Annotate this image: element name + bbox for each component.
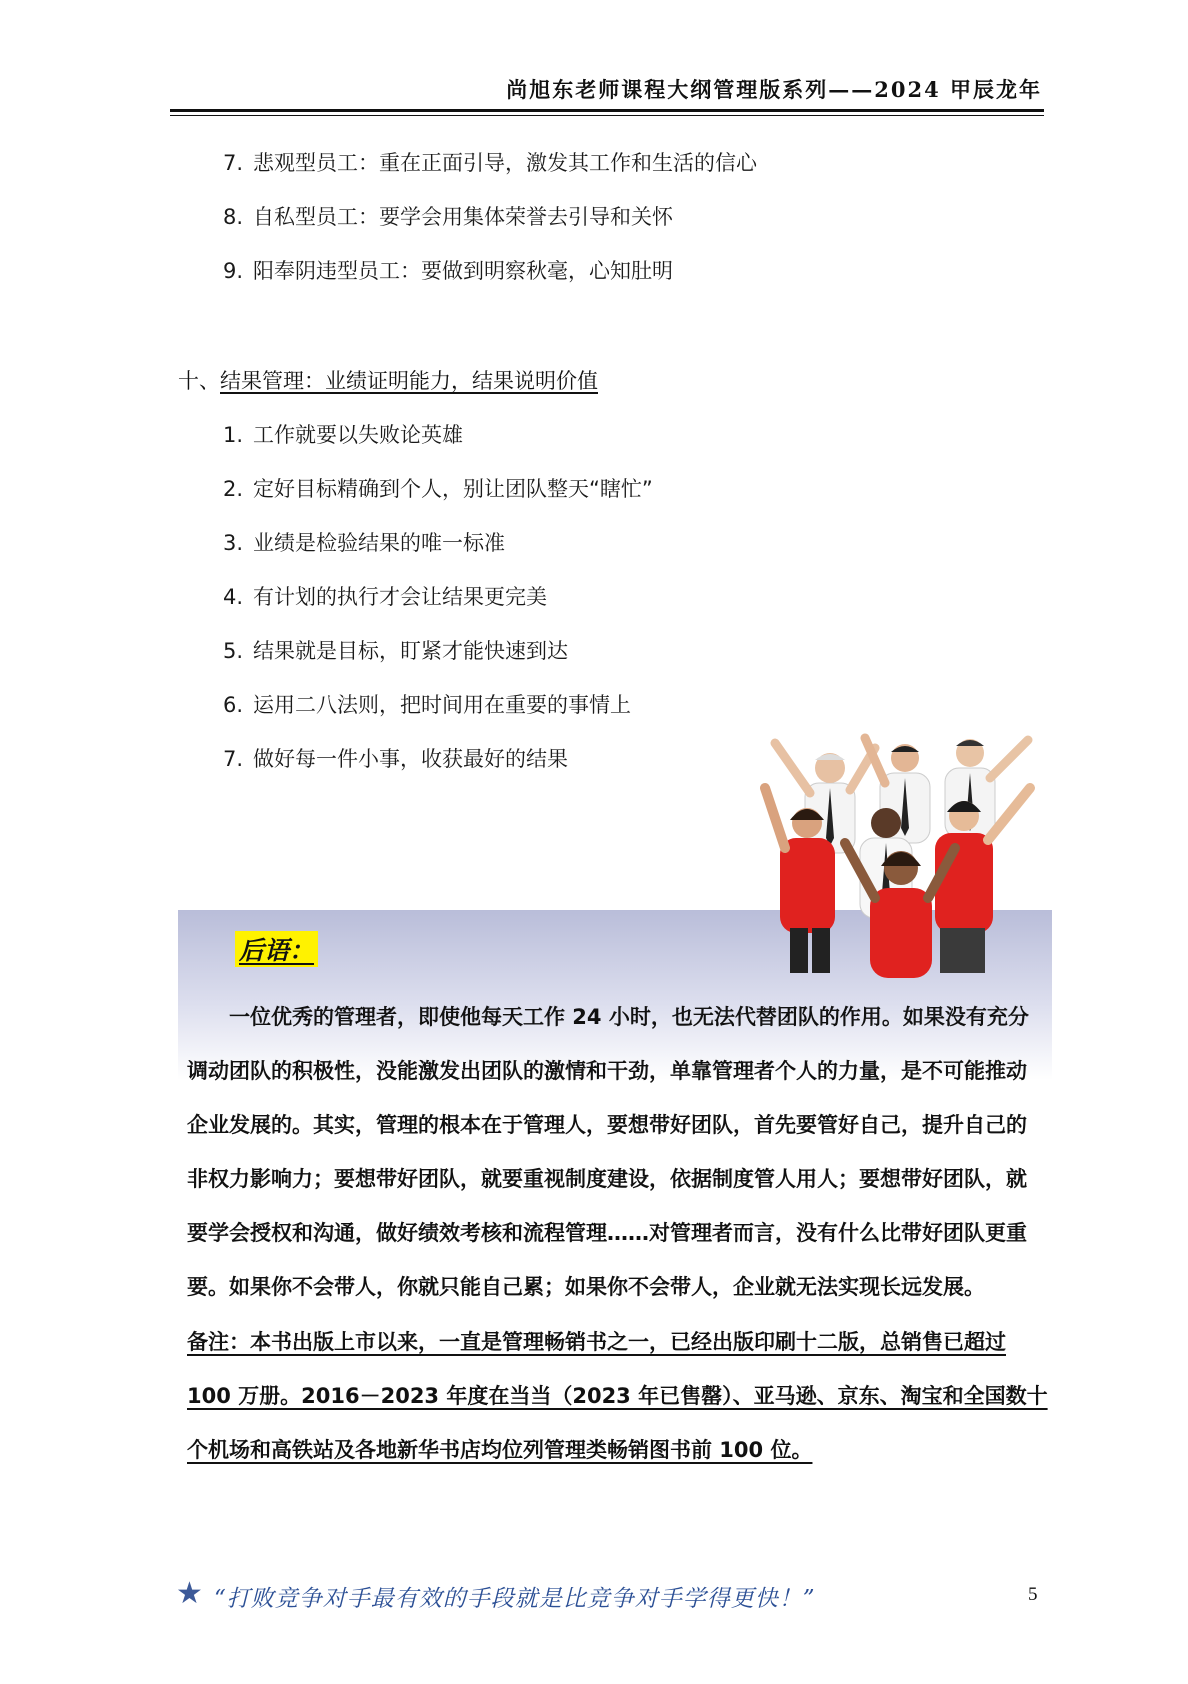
list-item	[223, 256, 673, 286]
list-item-text: 业绩是检验结果的唯一标准	[253, 531, 505, 555]
list-item-text: 工作就要以失败论英雄	[253, 423, 463, 447]
list-item-number: 9.	[223, 259, 244, 283]
list-item-number: 8.	[223, 205, 244, 229]
note-line: 100 万册。2016－2023 年度在当当（2023 年已售罄）、亚马逊、京东、淘宝和全国数十	[187, 1384, 1048, 1408]
note-line: 备注：本书出版上市以来，一直是管理畅销书之一，已经出版印刷十二版，总销售已超过	[187, 1330, 1006, 1354]
list-item	[223, 474, 653, 504]
list-item	[223, 636, 568, 666]
list-item-text: 自私型员工：要学会用集体荣誉去引导和关怀	[253, 205, 673, 229]
cheering-team-image	[760, 728, 1060, 978]
paragraph-line: 企业发展的。其实，管理的根本在于管理人，要想带好团队，首先要管好自己，提升自己的	[187, 1113, 1027, 1137]
list-item-number: 1.	[223, 423, 244, 447]
list-item-number: 7.	[223, 151, 244, 175]
list-item-text: 阳奉阴违型员工：要做到明察秋毫，心知肚明	[253, 259, 673, 283]
book-note	[187, 1315, 1048, 1477]
list-item	[223, 690, 631, 720]
list-item-text: 有计划的执行才会让结果更完美	[253, 585, 547, 609]
paragraph-line: 调动团队的积极性，没能激发出团队的激情和干劲，单靠管理者个人的力量，是不可能推动	[187, 1059, 1027, 1083]
list-item-number: 7.	[223, 747, 244, 771]
star-icon: ★	[176, 1576, 203, 1611]
epilogue-title: 后语：	[235, 931, 318, 967]
section-heading	[178, 366, 598, 396]
paragraph-line: 要。如果你不会带人，你就只能自己累；如果你不会带人，企业就无法实现长远发展。	[187, 1275, 985, 1299]
header-rule-thin	[170, 115, 1044, 116]
list-item-text: 悲观型员工：重在正面引导，激发其工作和生活的信心	[253, 151, 757, 175]
list-item-number: 6.	[223, 693, 244, 717]
footer-quote: “打败竞争对手最有效的手段就是比竞争对手学得更快！”	[214, 1586, 816, 1612]
page-header-title: 尚旭东老师课程大纲管理版系列——2024 甲辰龙年	[506, 77, 1042, 102]
list-item-text: 结果就是目标，盯紧才能快速到达	[253, 639, 568, 663]
note-line: 个机场和高铁站及各地新华书店均位列管理类畅销图书前 100 位。	[187, 1438, 813, 1462]
section-heading-prefix: 十、	[178, 369, 220, 393]
paragraph-line: 一位优秀的管理者，即使他每天工作 24 小时，也无法代替团队的作用。如果没有充分	[187, 1005, 1029, 1029]
list-item-text: 做好每一件小事，收获最好的结果	[253, 747, 568, 771]
list-item-text: 定好目标精确到个人，别让团队整天“瞎忙”	[253, 477, 653, 501]
epilogue-paragraph	[187, 990, 1037, 1314]
list-item-number: 2.	[223, 477, 244, 501]
list-item	[223, 744, 568, 774]
list-item-number: 5.	[223, 639, 244, 663]
paragraph-line: 要学会授权和沟通，做好绩效考核和流程管理……对管理者而言，没有什么比带好团队更重	[187, 1221, 1027, 1245]
list-item	[223, 528, 505, 558]
list-item-text: 运用二八法则，把时间用在重要的事情上	[253, 693, 631, 717]
section-heading-title: 结果管理：业绩证明能力，结果说明价值	[220, 369, 598, 393]
paragraph-line: 非权力影响力；要想带好团队，就要重视制度建设，依据制度管人用人；要想带好团队，就	[187, 1167, 1027, 1191]
list-item	[223, 420, 463, 450]
list-item	[223, 202, 673, 232]
list-item-number: 3.	[223, 531, 244, 555]
header-rule-thick	[170, 109, 1044, 112]
page-number: 5	[1028, 1584, 1038, 1605]
list-item-number: 4.	[223, 585, 244, 609]
list-item	[223, 582, 547, 612]
list-item	[223, 148, 757, 178]
